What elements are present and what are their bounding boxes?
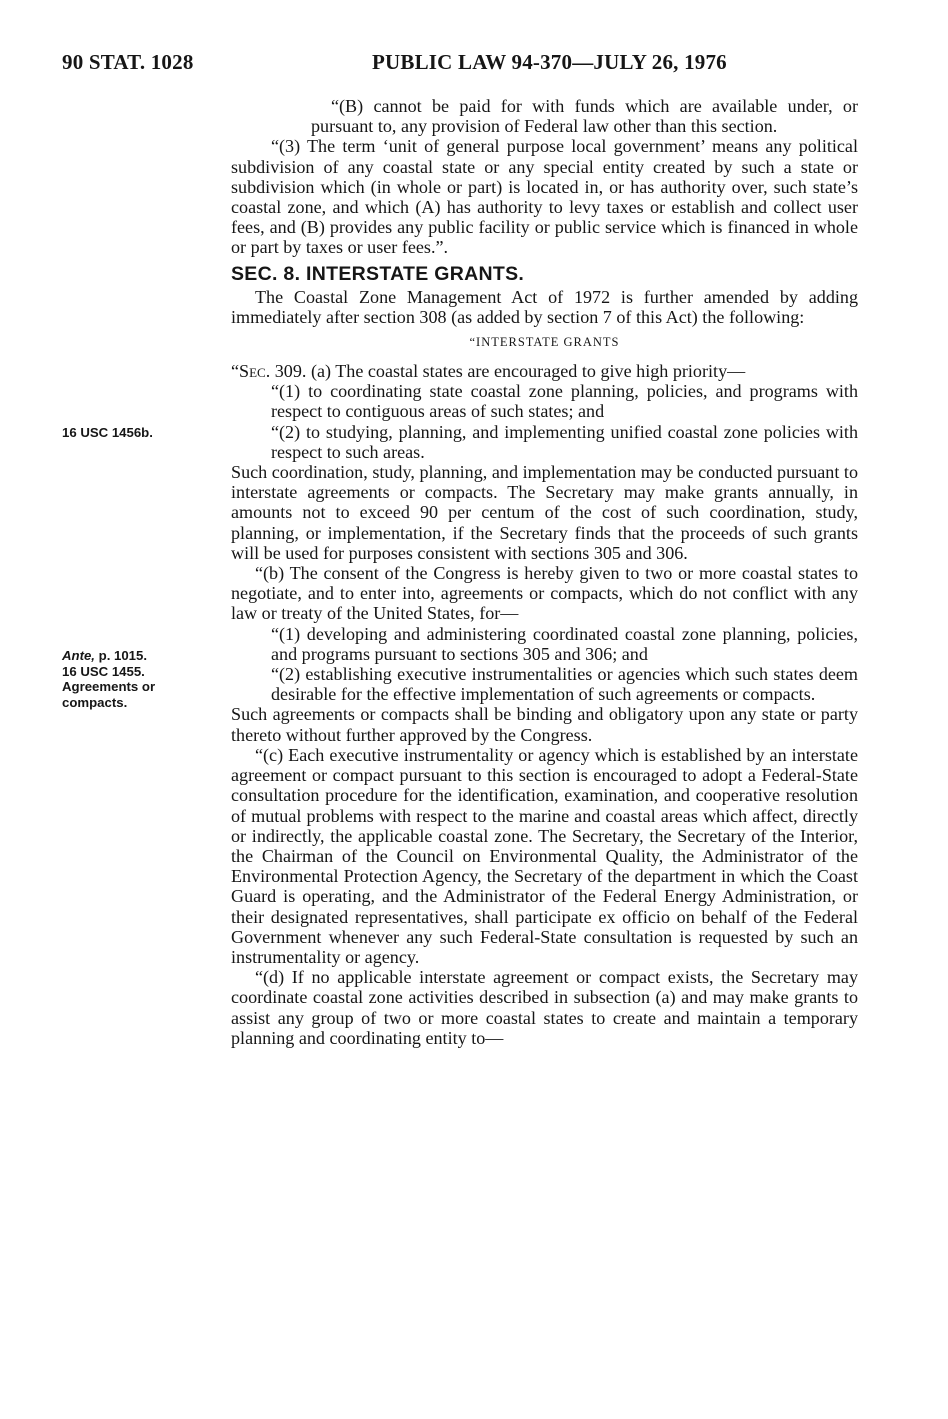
paragraph-b-funds: “(B) cannot be paid for with funds which are available under, or pursuant to, any provision of Federal law other than this section. — [311, 96, 858, 137]
margin-note-citation — [62, 425, 153, 441]
paragraph-amendment-intro: The Coastal Zone Management Act of 1972 is further amended by adding immediately after section 308 (as added by section 7 of this Act) the following: — [231, 286, 858, 327]
sec-label: “Sec. — [231, 361, 271, 382]
paragraph-d-temporary-entity: “(d) If no applicable interstate agreement or compact exists, the Secretary may coordinate coastal zone activities described in subsection (a) and may make grants to assist any group of two or more coastal states to create and maintain a temporary planning and coordinating entity to— — [231, 967, 858, 1048]
paragraph-binding: Such agreements or compacts shall be binding and obligatory upon any state or party thereto without further approved by the Congress. — [231, 704, 858, 745]
margin-note-text: 16 USC 1456b. — [62, 425, 153, 440]
main-text-column — [231, 96, 858, 1048]
section-heading: SEC. 8. INTERSTATE GRANTS. — [231, 262, 525, 285]
margin-note-citations-group — [62, 648, 155, 710]
subsection-caption: “INTERSTATE GRANTS — [469, 335, 620, 350]
paragraph-c-consultation: “(c) Each executive instrumentality or agency which is established by an interstate agreement or compact pursuant to this section is encouraged to adopt a Federal-State consultation procedure for the identification, examination, and cooperative resolution of mutual problems with respect to the marine and coastal areas which affect, directly or indirectly, the applicable coastal zone. The Secretary, the Secretary of the Interior, the Chairman of the Council on Environmental Quality, the Administrator of the Environmental Protection Agency, the Secretary of the department in which the Coast Guard is operating, and the Administrator of the Federal Energy Administration, or their designated representatives, shall participate ex officio on behalf of the Federal Government whenever any such Federal-State consultation is requested by such an instrumentality or agency. — [231, 744, 858, 967]
margin-note-page-ref: p. 1015. — [94, 648, 148, 663]
paragraph-309-a — [231, 361, 858, 381]
margin-note-line: Agreements or — [62, 679, 156, 694]
margin-note-line — [62, 648, 155, 664]
paragraph-b-2: “(2) establishing executive instrumentalities or agencies which such states deem desirable for the effective implementation of such agreements or compacts. — [271, 664, 858, 705]
margin-note-line: compacts. — [62, 694, 128, 710]
paragraph-3-definition: “(3) The term ‘unit of general purpose local government’ means any political subdivision of any coastal state or any special entity created by such a state or subdivision which (in whole or part) is located in, or has authority over, such state’s coastal zone, and which (A) has authority to levy taxes or establish and collect user fees, and (B) provides any public facility or public service which is financed in whole or part by taxes or user fees.”. — [231, 136, 858, 258]
paragraph-309-a-1: “(1) to coordinating state coastal zone planning, policies, and programs with respect to contiguous areas of such states; and — [271, 381, 858, 422]
page-statute-number: 90 STAT. 1028 — [62, 50, 194, 74]
paragraph-b-consent: “(b) The consent of the Congress is hereby given to two or more coastal states to negotiate, and to enter into, agreements or compacts, which do not conflict with any law or treaty of the United States, for— — [231, 563, 858, 624]
paragraph-coordination: Such coordination, study, planning, and implementation may be conducted pursuant to interstate agreements or compacts. The Secretary may make grants annually, in amounts not to exceed 90 per centum of the cost of such coordination, study, planning, or implementation, if the Secretary finds that the proceeds of such grants will be used for purposes consistent with sections 305 and 306. — [231, 462, 858, 563]
paragraph-309-a-2: “(2) to studying, planning, and implementing unified coastal zone policies with respect to such areas. — [271, 421, 858, 462]
page-running-header: PUBLIC LAW 94-370—JULY 26, 1976 — [372, 50, 727, 74]
paragraph-309-a-text: 309. (a) The coastal states are encouraged to give high priority— — [270, 361, 746, 382]
paragraph-b-1: “(1) developing and administering coordinated coastal zone planning, policies, and programs pursuant to sections 305 and 306; and — [271, 623, 858, 664]
margin-note-line: 16 USC 1455. — [62, 663, 145, 679]
margin-note-italic: Ante, — [62, 648, 95, 663]
